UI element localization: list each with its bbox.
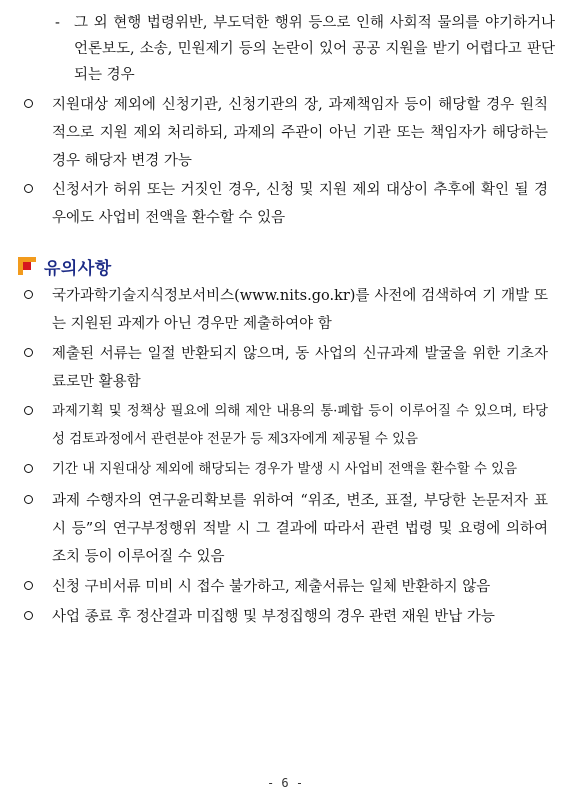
circle-bullet-icon <box>24 99 33 108</box>
page-number: - 6 - <box>266 776 304 790</box>
circle-bullet-icon <box>24 348 33 357</box>
note-text: 국가과학기술지식정보서비스(www.nits.go.kr)를 사전에 검색하여 기 개발 또는 지원된 과제가 아닌 경우만 제출하여야 함 <box>52 288 548 332</box>
note-text: 사업 종료 후 정산결과 미집행 및 부정집행의 경우 관련 재원 반납 가능 <box>52 609 495 625</box>
section-heading-text: 유의사항 <box>44 258 112 279</box>
bullet-text: 신청서가 허위 또는 거짓인 경우, 신청 및 지원 제외 대상이 추후에 확인 될 경우에도 사업비 전액을 환수할 수 있음 <box>52 182 548 226</box>
circle-bullet-icon <box>24 581 33 590</box>
bullet-item-false-application <box>24 176 548 232</box>
note-text: 신청 구비서류 미비 시 접수 불가하고, 제출서류는 일체 반환하지 않음 <box>52 579 491 595</box>
note-item-research-ethics <box>24 487 548 571</box>
section-heading <box>18 255 112 277</box>
note-text: 기간 내 지원대상 제외에 해당되는 경우가 발생 시 사업비 전액을 환수할 수 있음 <box>52 462 518 477</box>
note-item-documents-not-returned <box>24 340 548 396</box>
note-item-incomplete-documents <box>24 573 548 601</box>
note-item-merge-and-review <box>24 398 548 454</box>
section-marker-icon <box>18 257 36 275</box>
circle-bullet-icon <box>24 495 33 504</box>
circle-bullet-icon <box>24 184 33 193</box>
note-text: 과제기획 및 정책상 필요에 의해 제안 내용의 통·폐합 등이 이루어질 수 있으며, 타당성 검토과정에서 관련분야 전문가 등 제3자에게 제공될 수 있음 <box>52 404 548 447</box>
note-item-nits-search <box>24 282 548 338</box>
circle-bullet-icon <box>24 406 33 415</box>
bullet-text: 지원대상 제외에 신청기관, 신청기관의 장, 과제책임자 등이 해당할 경우 원칙적으로 지원 제외 처리하되, 과제의 주관이 아닌 기관 또는 책임자가 해당하는 경우 해당자 변경 가능 <box>52 97 548 169</box>
note-text: 과제 수행자의 연구윤리확보를 위하여 “위조, 변조, 표절, 부당한 논문저자 표시 등”의 연구부정행위 적발 시 그 결과에 따라서 관련 법령 및 요령에 의하여 조치 등이 이루어질 수 있음 <box>52 493 548 565</box>
circle-bullet-icon <box>24 611 33 620</box>
circle-bullet-icon <box>24 464 33 473</box>
note-item-refund-on-exclusion <box>24 456 548 484</box>
dash-item-text: 그 외 현행 법령위반, 부도덕한 행위 등으로 인해 사회적 물의를 야기하거나 언론보도, 소송, 민원제기 등의 논란이 있어 공공 지원을 받기 어렵다고 판단되는 경우 <box>74 15 555 83</box>
note-item-settlement-return <box>24 603 548 631</box>
dash-marker: - <box>55 15 60 31</box>
note-text: 제출된 서류는 일절 반환되지 않으며, 동 사업의 신규과제 발굴을 위한 기초자료로만 활용함 <box>52 346 548 390</box>
bullet-item-applicant-exclusion <box>24 91 548 175</box>
circle-bullet-icon <box>24 290 33 299</box>
dash-list-item <box>55 10 555 88</box>
